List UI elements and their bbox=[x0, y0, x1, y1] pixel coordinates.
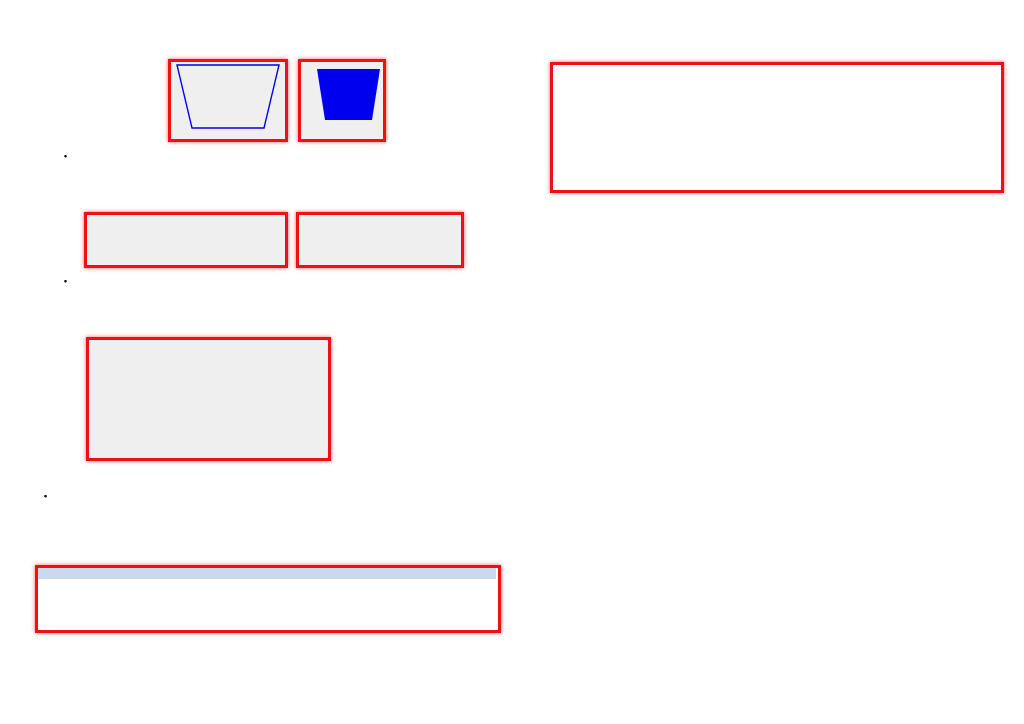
table-cell bbox=[85, 614, 155, 626]
table-cell bbox=[434, 579, 496, 591]
column-header bbox=[272, 568, 342, 579]
table-cell bbox=[272, 602, 342, 614]
drawing-panel-example bbox=[86, 337, 331, 461]
column-header bbox=[202, 568, 272, 579]
q1-heading bbox=[31, 42, 37, 53]
q2-fill-shape-frame bbox=[296, 212, 464, 268]
table-cell bbox=[155, 579, 202, 591]
text-file-table-frame bbox=[35, 565, 501, 633]
table-cell bbox=[38, 579, 85, 591]
drawing-panel-shapes bbox=[89, 340, 328, 458]
section-b-heading bbox=[558, 31, 566, 42]
table-header-row bbox=[38, 568, 496, 579]
column-header bbox=[342, 568, 434, 579]
table-cell bbox=[434, 614, 496, 626]
table-cell bbox=[85, 602, 155, 614]
table-cell bbox=[342, 579, 434, 591]
q3-heading bbox=[31, 468, 37, 479]
table-row bbox=[38, 614, 496, 626]
q1-fill-shape-frame bbox=[298, 59, 386, 142]
table-cell bbox=[155, 602, 202, 614]
section-c-line1 bbox=[558, 200, 566, 211]
q2-draw-shape-frame bbox=[84, 212, 288, 268]
column-header bbox=[38, 568, 85, 579]
q1-draw-shape-frame bbox=[168, 59, 288, 142]
table-cell bbox=[202, 602, 272, 614]
table-row bbox=[38, 579, 496, 591]
table-cell bbox=[85, 579, 155, 591]
q3a-text bbox=[46, 480, 54, 491]
trapezoid-outline-figure bbox=[171, 62, 285, 139]
column-header bbox=[434, 568, 496, 579]
table-cell bbox=[202, 591, 272, 603]
table-row bbox=[38, 591, 496, 603]
trapezoid-filled bbox=[317, 69, 380, 120]
column-header bbox=[85, 568, 155, 579]
table-cell bbox=[342, 591, 434, 603]
column-header bbox=[155, 568, 202, 579]
table-cell bbox=[342, 602, 434, 614]
q2-heading bbox=[31, 195, 37, 206]
trapezoid-filled-figure bbox=[301, 62, 383, 139]
table-cell bbox=[38, 602, 85, 614]
table-cell bbox=[155, 614, 202, 626]
table-cell bbox=[272, 579, 342, 591]
table-cell bbox=[342, 614, 434, 626]
table-cell bbox=[434, 602, 496, 614]
table-cell bbox=[38, 591, 85, 603]
table-cell bbox=[38, 614, 85, 626]
table-row bbox=[38, 602, 496, 614]
table-cell bbox=[202, 614, 272, 626]
table-cell bbox=[272, 614, 342, 626]
table-cell bbox=[155, 591, 202, 603]
table-cell bbox=[202, 579, 272, 591]
table-cell bbox=[434, 591, 496, 603]
table-cell bbox=[272, 591, 342, 603]
trapezoid-outline bbox=[177, 65, 279, 128]
striped-rect-outline-figure bbox=[87, 215, 285, 265]
xml-code-sample bbox=[550, 62, 1004, 193]
text-file-table bbox=[38, 568, 496, 625]
striped-rect-filled-figure bbox=[299, 215, 461, 265]
table-cell bbox=[85, 591, 155, 603]
